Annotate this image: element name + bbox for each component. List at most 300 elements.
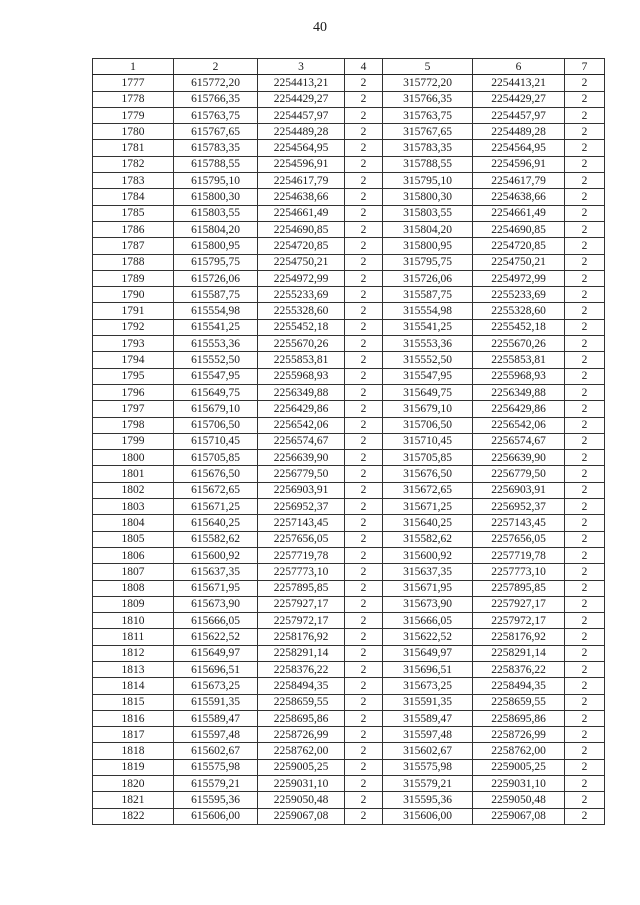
x-coordinate-cell: 615783,35: [174, 140, 258, 156]
y-coordinate-cell: 2254720,85: [258, 238, 345, 254]
y-coordinate-cell: 2257656,05: [258, 531, 345, 547]
code-cell: 2: [345, 613, 383, 629]
x-coordinate-cell: 615649,97: [174, 645, 258, 661]
point-number-cell: 1809: [93, 596, 174, 612]
code-cell: 2: [565, 808, 605, 824]
y-coordinate-cell: 2256779,50: [258, 466, 345, 482]
x-coordinate-cell: 315587,75: [383, 287, 473, 303]
point-number-cell: 1819: [93, 759, 174, 775]
code-cell: 2: [345, 270, 383, 286]
y-coordinate-cell: 2254564,95: [258, 140, 345, 156]
x-coordinate-cell: 315800,95: [383, 238, 473, 254]
code-cell: 2: [345, 156, 383, 172]
point-number-cell: 1794: [93, 352, 174, 368]
table-header: [93, 59, 605, 75]
x-coordinate-cell: 315591,35: [383, 694, 473, 710]
point-number-cell: 1810: [93, 613, 174, 629]
code-cell: 2: [565, 173, 605, 189]
column-header: 4: [345, 59, 383, 75]
x-coordinate-cell: 315637,35: [383, 564, 473, 580]
x-coordinate-cell: 315710,45: [383, 433, 473, 449]
code-cell: 2: [345, 368, 383, 384]
code-cell: 2: [565, 254, 605, 270]
x-coordinate-cell: 315767,65: [383, 124, 473, 140]
x-coordinate-cell: 615672,65: [174, 482, 258, 498]
x-coordinate-cell: 615795,75: [174, 254, 258, 270]
point-number-cell: 1812: [93, 645, 174, 661]
y-coordinate-cell: 2254638,66: [258, 189, 345, 205]
table-row: [93, 596, 605, 612]
x-coordinate-cell: 615606,00: [174, 808, 258, 824]
table-row: [93, 189, 605, 205]
code-cell: 2: [565, 75, 605, 91]
y-coordinate-cell: 2257972,17: [258, 613, 345, 629]
code-cell: 2: [565, 91, 605, 107]
header-row: [93, 59, 605, 75]
y-coordinate-cell: 2259050,48: [473, 792, 565, 808]
point-number-cell: 1805: [93, 531, 174, 547]
code-cell: 2: [565, 401, 605, 417]
x-coordinate-cell: 315800,30: [383, 189, 473, 205]
code-cell: 2: [565, 303, 605, 319]
y-coordinate-cell: 2256779,50: [473, 466, 565, 482]
code-cell: 2: [345, 710, 383, 726]
y-coordinate-cell: 2257927,17: [258, 596, 345, 612]
y-coordinate-cell: 2256639,90: [473, 450, 565, 466]
code-cell: 2: [345, 547, 383, 563]
x-coordinate-cell: 315595,36: [383, 792, 473, 808]
x-coordinate-cell: 615696,51: [174, 661, 258, 677]
code-cell: 2: [345, 189, 383, 205]
code-cell: 2: [565, 499, 605, 515]
point-number-cell: 1779: [93, 107, 174, 123]
x-coordinate-cell: 315582,62: [383, 531, 473, 547]
x-coordinate-cell: 315673,25: [383, 678, 473, 694]
x-coordinate-cell: 615649,75: [174, 384, 258, 400]
code-cell: 2: [345, 221, 383, 237]
x-coordinate-cell: 315600,92: [383, 547, 473, 563]
y-coordinate-cell: 2257719,78: [258, 547, 345, 563]
table-row: [93, 613, 605, 629]
x-coordinate-cell: 315649,75: [383, 384, 473, 400]
code-cell: 2: [565, 368, 605, 384]
point-number-cell: 1822: [93, 808, 174, 824]
table-row: [93, 156, 605, 172]
x-coordinate-cell: 615705,85: [174, 450, 258, 466]
x-coordinate-cell: 615763,75: [174, 107, 258, 123]
table-row: [93, 743, 605, 759]
x-coordinate-cell: 315804,20: [383, 221, 473, 237]
y-coordinate-cell: 2258376,22: [258, 661, 345, 677]
y-coordinate-cell: 2255233,69: [258, 287, 345, 303]
table-row: [93, 776, 605, 792]
y-coordinate-cell: 2257927,17: [473, 596, 565, 612]
column-header: 5: [383, 59, 473, 75]
x-coordinate-cell: 615666,05: [174, 613, 258, 629]
y-coordinate-cell: 2258494,35: [473, 678, 565, 694]
point-number-cell: 1807: [93, 564, 174, 580]
x-coordinate-cell: 615800,95: [174, 238, 258, 254]
table-row: [93, 564, 605, 580]
y-coordinate-cell: 2258726,99: [473, 727, 565, 743]
y-coordinate-cell: 2257773,10: [258, 564, 345, 580]
table-row: [93, 629, 605, 645]
x-coordinate-cell: 615710,45: [174, 433, 258, 449]
code-cell: 2: [345, 531, 383, 547]
y-coordinate-cell: 2258659,55: [258, 694, 345, 710]
table-row: [93, 384, 605, 400]
x-coordinate-cell: 315788,55: [383, 156, 473, 172]
code-cell: 2: [565, 482, 605, 498]
x-coordinate-cell: 315706,50: [383, 417, 473, 433]
column-header: 6: [473, 59, 565, 75]
code-cell: 2: [345, 808, 383, 824]
point-number-cell: 1799: [93, 433, 174, 449]
y-coordinate-cell: 2255452,18: [473, 319, 565, 335]
table-row: [93, 515, 605, 531]
code-cell: 2: [565, 319, 605, 335]
code-cell: 2: [345, 515, 383, 531]
x-coordinate-cell: 615553,36: [174, 336, 258, 352]
column-header: 3: [258, 59, 345, 75]
y-coordinate-cell: 2257143,45: [258, 515, 345, 531]
x-coordinate-cell: 615595,36: [174, 792, 258, 808]
code-cell: 2: [345, 401, 383, 417]
table-row: [93, 205, 605, 221]
x-coordinate-cell: 315671,95: [383, 580, 473, 596]
x-coordinate-cell: 615800,30: [174, 189, 258, 205]
y-coordinate-cell: 2256349,88: [473, 384, 565, 400]
point-number-cell: 1816: [93, 710, 174, 726]
x-coordinate-cell: 315676,50: [383, 466, 473, 482]
x-coordinate-cell: 315606,00: [383, 808, 473, 824]
code-cell: 2: [565, 189, 605, 205]
table-row: [93, 580, 605, 596]
table-row: [93, 547, 605, 563]
y-coordinate-cell: 2254972,99: [473, 270, 565, 286]
table-row: [93, 450, 605, 466]
code-cell: 2: [565, 515, 605, 531]
x-coordinate-cell: 615552,50: [174, 352, 258, 368]
point-number-cell: 1806: [93, 547, 174, 563]
y-coordinate-cell: 2257773,10: [473, 564, 565, 580]
table-row: [93, 368, 605, 384]
y-coordinate-cell: 2255233,69: [473, 287, 565, 303]
x-coordinate-cell: 315649,97: [383, 645, 473, 661]
code-cell: 2: [345, 727, 383, 743]
x-coordinate-cell: 615671,25: [174, 499, 258, 515]
point-number-cell: 1788: [93, 254, 174, 270]
x-coordinate-cell: 615767,65: [174, 124, 258, 140]
point-number-cell: 1780: [93, 124, 174, 140]
y-coordinate-cell: 2256574,67: [473, 433, 565, 449]
y-coordinate-cell: 2256542,06: [473, 417, 565, 433]
x-coordinate-cell: 315622,52: [383, 629, 473, 645]
table-row: [93, 75, 605, 91]
y-coordinate-cell: 2254489,28: [473, 124, 565, 140]
code-cell: 2: [345, 776, 383, 792]
x-coordinate-cell: 315672,65: [383, 482, 473, 498]
y-coordinate-cell: 2254457,97: [258, 107, 345, 123]
x-coordinate-cell: 315673,90: [383, 596, 473, 612]
table-row: [93, 417, 605, 433]
y-coordinate-cell: 2254596,91: [473, 156, 565, 172]
code-cell: 2: [345, 417, 383, 433]
code-cell: 2: [345, 743, 383, 759]
point-number-cell: 1792: [93, 319, 174, 335]
table-row: [93, 352, 605, 368]
code-cell: 2: [345, 319, 383, 335]
y-coordinate-cell: 2258291,14: [473, 645, 565, 661]
table-row: [93, 319, 605, 335]
x-coordinate-cell: 315679,10: [383, 401, 473, 417]
x-coordinate-cell: 315671,25: [383, 499, 473, 515]
table-row: [93, 107, 605, 123]
point-number-cell: 1803: [93, 499, 174, 515]
x-coordinate-cell: 615554,98: [174, 303, 258, 319]
y-coordinate-cell: 2258659,55: [473, 694, 565, 710]
x-coordinate-cell: 315541,25: [383, 319, 473, 335]
point-number-cell: 1814: [93, 678, 174, 694]
y-coordinate-cell: 2255853,81: [473, 352, 565, 368]
y-coordinate-cell: 2258726,99: [258, 727, 345, 743]
x-coordinate-cell: 615788,55: [174, 156, 258, 172]
y-coordinate-cell: 2256542,06: [258, 417, 345, 433]
table-row: [93, 91, 605, 107]
y-coordinate-cell: 2257143,45: [473, 515, 565, 531]
code-cell: 2: [565, 727, 605, 743]
y-coordinate-cell: 2258291,14: [258, 645, 345, 661]
y-coordinate-cell: 2254972,99: [258, 270, 345, 286]
page-number: 40: [313, 20, 327, 35]
x-coordinate-cell: 615575,98: [174, 759, 258, 775]
x-coordinate-cell: 315589,47: [383, 710, 473, 726]
y-coordinate-cell: 2256639,90: [258, 450, 345, 466]
y-coordinate-cell: 2258494,35: [258, 678, 345, 694]
code-cell: 2: [345, 75, 383, 91]
y-coordinate-cell: 2254429,27: [473, 91, 565, 107]
table-row: [93, 238, 605, 254]
point-number-cell: 1820: [93, 776, 174, 792]
y-coordinate-cell: 2257719,78: [473, 547, 565, 563]
table-row: [93, 499, 605, 515]
code-cell: 2: [345, 629, 383, 645]
code-cell: 2: [565, 678, 605, 694]
point-number-cell: 1784: [93, 189, 174, 205]
y-coordinate-cell: 2254690,85: [258, 221, 345, 237]
x-coordinate-cell: 315575,98: [383, 759, 473, 775]
x-coordinate-cell: 615676,50: [174, 466, 258, 482]
y-coordinate-cell: 2257656,05: [473, 531, 565, 547]
y-coordinate-cell: 2258695,86: [258, 710, 345, 726]
code-cell: 2: [565, 645, 605, 661]
y-coordinate-cell: 2254720,85: [473, 238, 565, 254]
point-number-cell: 1791: [93, 303, 174, 319]
point-number-cell: 1781: [93, 140, 174, 156]
code-cell: 2: [565, 336, 605, 352]
y-coordinate-cell: 2258376,22: [473, 661, 565, 677]
code-cell: 2: [565, 417, 605, 433]
code-cell: 2: [345, 91, 383, 107]
point-number-cell: 1793: [93, 336, 174, 352]
y-coordinate-cell: 2254564,95: [473, 140, 565, 156]
code-cell: 2: [345, 303, 383, 319]
table-row: [93, 482, 605, 498]
code-cell: 2: [565, 531, 605, 547]
code-cell: 2: [565, 776, 605, 792]
x-coordinate-cell: 615541,25: [174, 319, 258, 335]
table-row: [93, 808, 605, 824]
x-coordinate-cell: 315640,25: [383, 515, 473, 531]
point-number-cell: 1821: [93, 792, 174, 808]
code-cell: 2: [345, 287, 383, 303]
column-header: 2: [174, 59, 258, 75]
y-coordinate-cell: 2257895,85: [473, 580, 565, 596]
x-coordinate-cell: 315552,50: [383, 352, 473, 368]
code-cell: 2: [565, 433, 605, 449]
table-row: [93, 759, 605, 775]
table-row: [93, 124, 605, 140]
code-cell: 2: [345, 173, 383, 189]
y-coordinate-cell: 2258762,00: [258, 743, 345, 759]
x-coordinate-cell: 315597,48: [383, 727, 473, 743]
y-coordinate-cell: 2256429,86: [473, 401, 565, 417]
x-coordinate-cell: 615804,20: [174, 221, 258, 237]
x-coordinate-cell: 615622,52: [174, 629, 258, 645]
y-coordinate-cell: 2254596,91: [258, 156, 345, 172]
y-coordinate-cell: 2259031,10: [473, 776, 565, 792]
point-number-cell: 1777: [93, 75, 174, 91]
code-cell: 2: [565, 107, 605, 123]
point-number-cell: 1795: [93, 368, 174, 384]
x-coordinate-cell: 615582,62: [174, 531, 258, 547]
column-header: 1: [93, 59, 174, 75]
code-cell: 2: [565, 466, 605, 482]
point-number-cell: 1782: [93, 156, 174, 172]
x-coordinate-cell: 615803,55: [174, 205, 258, 221]
code-cell: 2: [345, 645, 383, 661]
y-coordinate-cell: 2255452,18: [258, 319, 345, 335]
x-coordinate-cell: 315795,10: [383, 173, 473, 189]
y-coordinate-cell: 2255328,60: [258, 303, 345, 319]
y-coordinate-cell: 2255670,26: [473, 336, 565, 352]
code-cell: 2: [565, 580, 605, 596]
code-cell: 2: [345, 254, 383, 270]
y-coordinate-cell: 2254617,79: [258, 173, 345, 189]
code-cell: 2: [345, 433, 383, 449]
x-coordinate-cell: 615591,35: [174, 694, 258, 710]
point-number-cell: 1808: [93, 580, 174, 596]
y-coordinate-cell: 2254750,21: [258, 254, 345, 270]
table-row: [93, 694, 605, 710]
code-cell: 2: [345, 238, 383, 254]
table-row: [93, 661, 605, 677]
point-number-cell: 1798: [93, 417, 174, 433]
y-coordinate-cell: 2255853,81: [258, 352, 345, 368]
y-coordinate-cell: 2259050,48: [258, 792, 345, 808]
code-cell: 2: [565, 124, 605, 140]
point-number-cell: 1797: [93, 401, 174, 417]
x-coordinate-cell: 615597,48: [174, 727, 258, 743]
y-coordinate-cell: 2255670,26: [258, 336, 345, 352]
x-coordinate-cell: 315666,05: [383, 613, 473, 629]
y-coordinate-cell: 2259005,25: [258, 759, 345, 775]
table-row: [93, 710, 605, 726]
y-coordinate-cell: 2259067,08: [258, 808, 345, 824]
y-coordinate-cell: 2256903,91: [258, 482, 345, 498]
table-row: [93, 678, 605, 694]
y-coordinate-cell: 2258762,00: [473, 743, 565, 759]
x-coordinate-cell: 615602,67: [174, 743, 258, 759]
y-coordinate-cell: 2254457,97: [473, 107, 565, 123]
x-coordinate-cell: 615600,92: [174, 547, 258, 563]
code-cell: 2: [345, 596, 383, 612]
x-coordinate-cell: 615673,90: [174, 596, 258, 612]
x-coordinate-cell: 615706,50: [174, 417, 258, 433]
code-cell: 2: [345, 466, 383, 482]
table-row: [93, 173, 605, 189]
point-number-cell: 1818: [93, 743, 174, 759]
x-coordinate-cell: 615589,47: [174, 710, 258, 726]
y-coordinate-cell: 2257972,17: [473, 613, 565, 629]
y-coordinate-cell: 2254413,21: [258, 75, 345, 91]
table-row: [93, 531, 605, 547]
x-coordinate-cell: 315772,20: [383, 75, 473, 91]
y-coordinate-cell: 2259067,08: [473, 808, 565, 824]
table-row: [93, 401, 605, 417]
code-cell: 2: [345, 107, 383, 123]
code-cell: 2: [565, 759, 605, 775]
x-coordinate-cell: 315547,95: [383, 368, 473, 384]
table-row: [93, 727, 605, 743]
code-cell: 2: [345, 205, 383, 221]
x-coordinate-cell: 315696,51: [383, 661, 473, 677]
y-coordinate-cell: 2255968,93: [258, 368, 345, 384]
x-coordinate-cell: 615640,25: [174, 515, 258, 531]
code-cell: 2: [345, 124, 383, 140]
table-row: [93, 433, 605, 449]
point-number-cell: 1800: [93, 450, 174, 466]
code-cell: 2: [565, 270, 605, 286]
code-cell: 2: [565, 352, 605, 368]
code-cell: 2: [565, 384, 605, 400]
y-coordinate-cell: 2257895,85: [258, 580, 345, 596]
code-cell: 2: [565, 613, 605, 629]
x-coordinate-cell: 315602,67: [383, 743, 473, 759]
code-cell: 2: [565, 238, 605, 254]
x-coordinate-cell: 315766,35: [383, 91, 473, 107]
table-row: [93, 303, 605, 319]
y-coordinate-cell: 2254429,27: [258, 91, 345, 107]
point-number-cell: 1801: [93, 466, 174, 482]
y-coordinate-cell: 2254750,21: [473, 254, 565, 270]
x-coordinate-cell: 315579,21: [383, 776, 473, 792]
code-cell: 2: [345, 564, 383, 580]
y-coordinate-cell: 2254489,28: [258, 124, 345, 140]
x-coordinate-cell: 315803,55: [383, 205, 473, 221]
code-cell: 2: [565, 694, 605, 710]
code-cell: 2: [565, 629, 605, 645]
x-coordinate-cell: 315795,75: [383, 254, 473, 270]
point-number-cell: 1815: [93, 694, 174, 710]
code-cell: 2: [565, 287, 605, 303]
x-coordinate-cell: 615772,20: [174, 75, 258, 91]
code-cell: 2: [565, 156, 605, 172]
x-coordinate-cell: 315553,36: [383, 336, 473, 352]
y-coordinate-cell: 2256574,67: [258, 433, 345, 449]
point-number-cell: 1786: [93, 221, 174, 237]
code-cell: 2: [565, 710, 605, 726]
